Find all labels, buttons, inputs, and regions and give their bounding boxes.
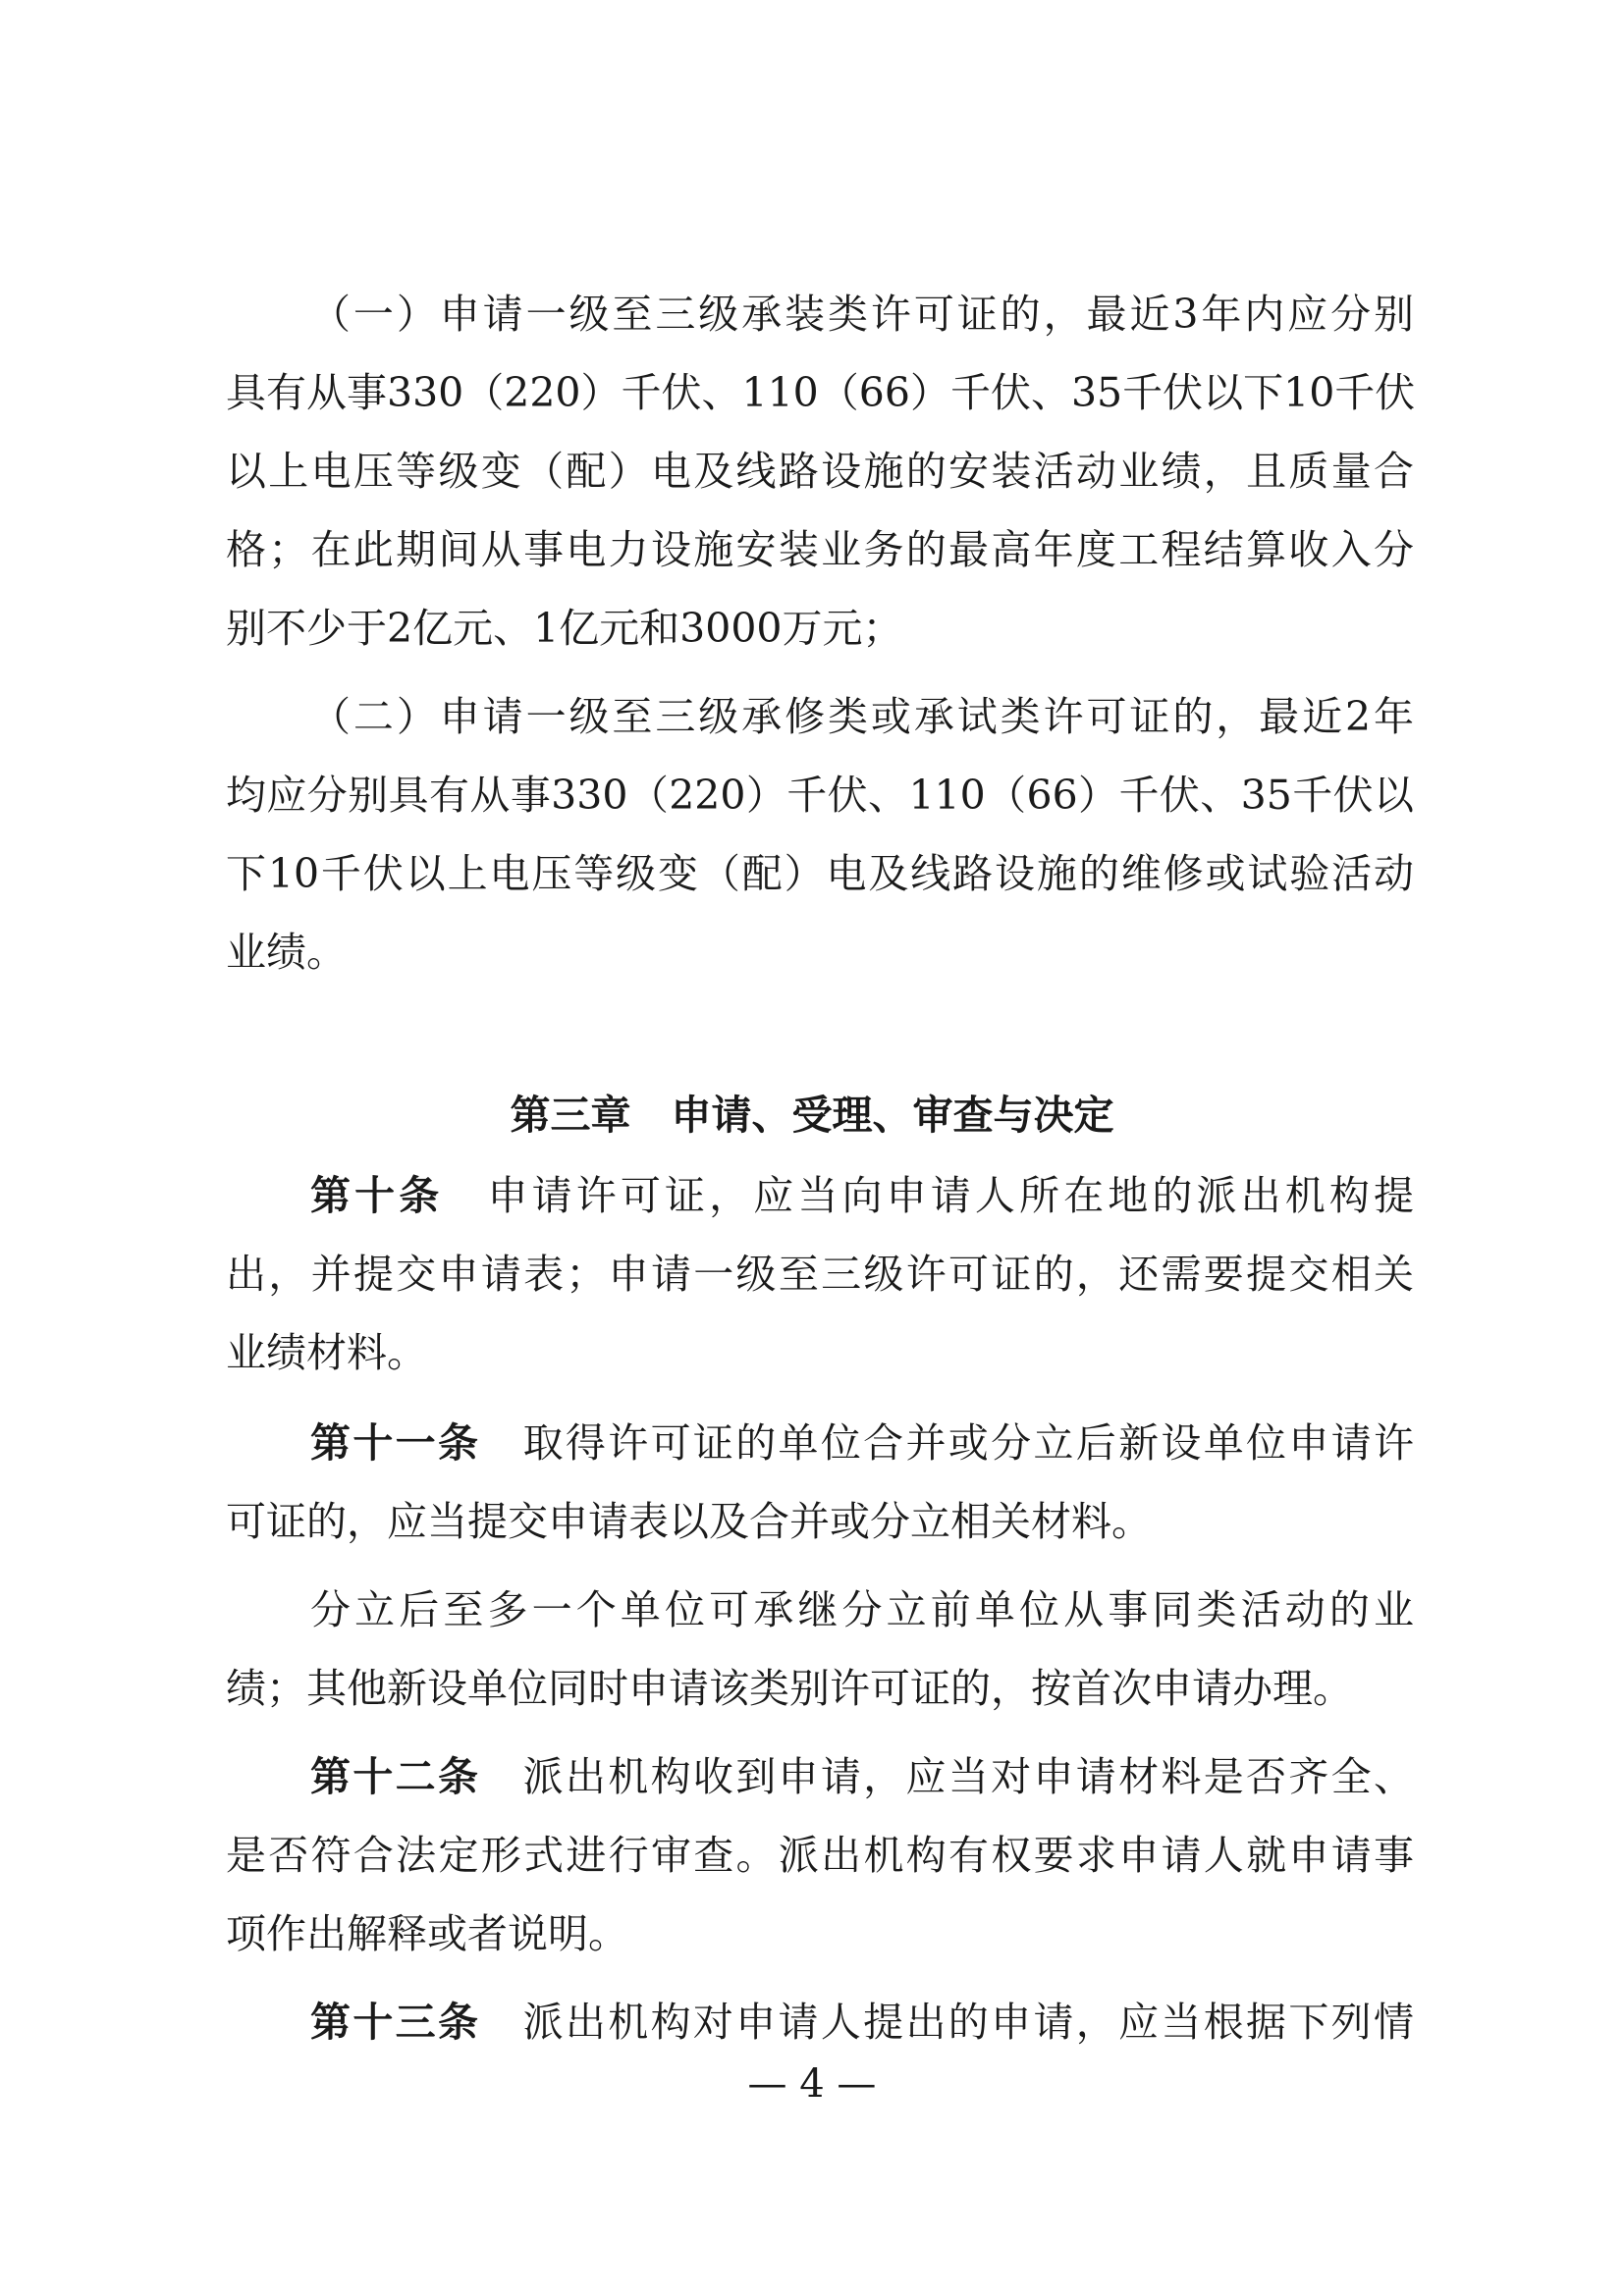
- paragraph-2-line-1: （二）申请一级至三级承修类或承试类许可证的，最近2年: [310, 693, 1414, 740]
- article-10-text-1: 申请许可证，应当向申请人所在地的派出机构提: [487, 1172, 1414, 1219]
- paragraph-1-line-3: 以上电压等级变（配）电及线路设施的安装活动业绩，且质量合: [226, 448, 1414, 495]
- article-10-line-3: 业绩材料。: [226, 1329, 427, 1376]
- chapter-heading: 第三章 申请、受理、审查与决定: [510, 1092, 1114, 1139]
- page-number: — 4 —: [747, 2061, 877, 2107]
- paragraph-1-line-2: 具有从事330（220）千伏、110（66）千伏、35千伏以下10千伏: [226, 369, 1416, 416]
- paragraph-2-line-4: 业绩。: [226, 929, 347, 976]
- article-11-line-1: [310, 1415, 1414, 1470]
- article-13-line-1: [310, 1995, 1414, 2050]
- article-10-line-1: [310, 1168, 1414, 1223]
- paragraph-1-line-1: （一）申请一级至三级承装类许可证的，最近3年内应分别: [310, 291, 1414, 338]
- split-paragraph-line-2: 绩；其他新设单位同时申请该类别许可证的，按首次申请办理。: [226, 1665, 1353, 1712]
- article-11-label: 第十一条: [310, 1419, 481, 1467]
- paragraph-1-line-4: 格；在此期间从事电力设施安装业务的最高年度工程结算收入分: [226, 526, 1414, 573]
- article-12-line-3: 项作出解释或者说明。: [226, 1910, 628, 1957]
- paragraph-2-line-2: 均应分别具有从事330（220）千伏、110（66）千伏、35千伏以: [226, 772, 1414, 819]
- article-12-line-1: [310, 1749, 1414, 1804]
- article-13-text-1: 派出机构对申请人提出的申请，应当根据下列情: [522, 1999, 1415, 2046]
- paragraph-1-line-5: 别不少于2亿元、1亿元和3000万元；: [226, 605, 903, 652]
- split-paragraph-line-1: 分立后至多一个单位可承继分立前单位从事同类活动的业: [310, 1586, 1414, 1633]
- article-13-label: 第十三条: [310, 1999, 481, 2046]
- article-11-line-2: 可证的，应当提交申请表以及合并或分立相关材料。: [226, 1498, 1152, 1545]
- article-10-line-2: 出，并提交申请表；申请一级至三级许可证的，还需要提交相关: [226, 1251, 1414, 1298]
- article-12-line-2: 是否符合法定形式进行审查。派出机构有权要求申请人就申请事: [226, 1832, 1414, 1879]
- article-12-label: 第十二条: [310, 1753, 481, 1800]
- article-12-text-1: 派出机构收到申请，应当对申请材料是否齐全、: [522, 1753, 1415, 1800]
- paragraph-2-line-3: 下10千伏以上电压等级变（配）电及线路设施的维修或试验活动: [226, 850, 1414, 897]
- article-10-label: 第十条: [310, 1172, 444, 1219]
- article-11-text-1: 取得许可证的单位合并或分立后新设单位申请许: [522, 1419, 1415, 1467]
